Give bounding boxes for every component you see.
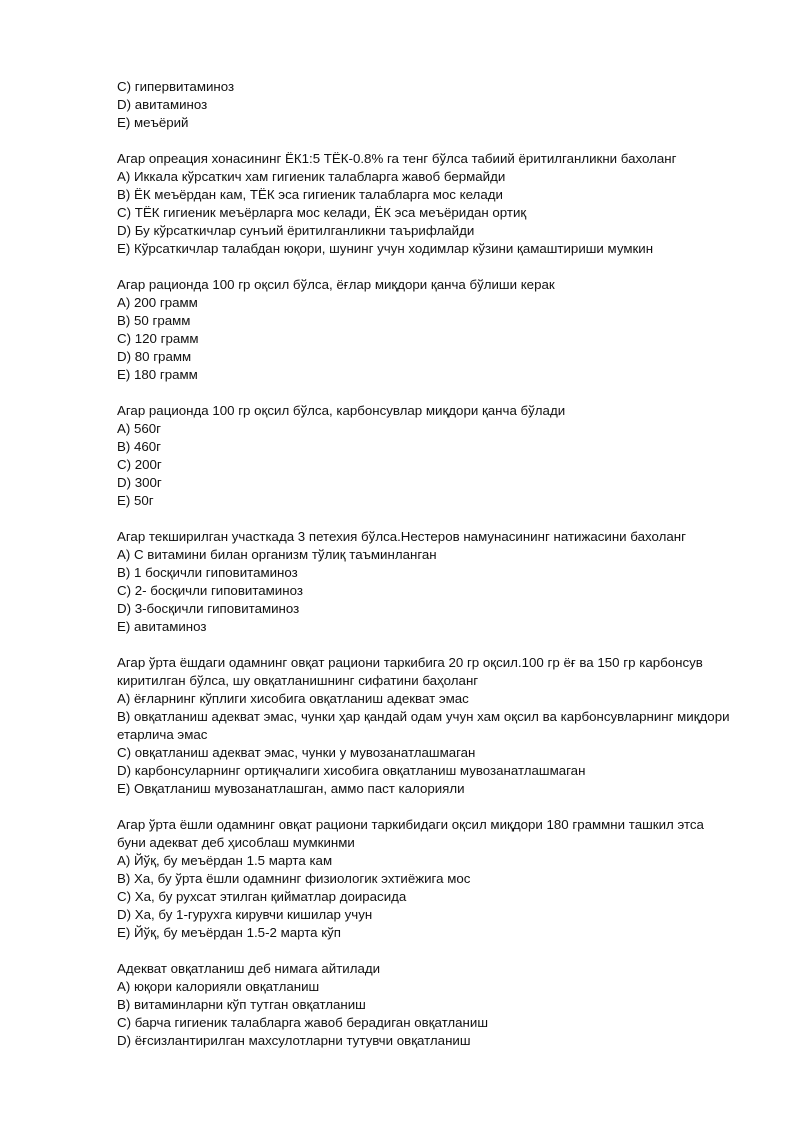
question-block-1 [117, 150, 757, 258]
option-d: D) 80 грамм [117, 349, 192, 364]
option-e: E) меъёрий [117, 115, 189, 130]
option-e: E) 180 грамм [117, 367, 198, 382]
option-e: E) Йўқ, бу меъёрдан 1.5-2 марта кўп [117, 925, 341, 940]
question-text: Агар опреация хонасининг ЁК1:5 ТЁК-0.8% га тенг бўлса табиий ёритилганликни бахоланг [117, 151, 677, 166]
option-d: D) Бу кўрсаткичлар сунъий ёритилганликни таърифлайди [117, 223, 475, 238]
option-e: E) авитаминоз [117, 619, 207, 634]
option-d: D) ёғсизлантирилган махсулотларни тутувчи овқатланиш [117, 1033, 471, 1048]
question-text-line: Агар ўрта ёшдаги одамнинг овқат рациони таркибига 20 гр оқсил.100 гр ёғ ва 150 гр карбонсув [117, 655, 703, 670]
question-text: Агар рационда 100 гр оқсил бўлса, ёғлар миқдори қанча бўлиши керак [117, 277, 555, 292]
option-a: A) Йўқ, бу меъёрдан 1.5 марта кам [117, 853, 333, 868]
option-d: D) авитаминоз [117, 97, 208, 112]
question-block-7 [117, 960, 757, 1050]
option-e: E) Овқатланиш мувозанатлашган, аммо паст калорияли [117, 781, 465, 796]
option-b: B) витаминларни кўп тутган овқатланиш [117, 997, 366, 1012]
intro-options-block [117, 78, 757, 132]
option-b: B) ЁК меъёрдан кам, ТЁК эса гигиеник талабларга мос келади [117, 187, 503, 202]
question-block-2 [117, 276, 757, 384]
option-d: D) 300г [117, 475, 162, 490]
option-c: C) овқатланиш адекват эмас, чунки у мувозанатлашмаган [117, 745, 476, 760]
question-block-5 [117, 654, 757, 798]
question-text-line: киритилган бўлса, шу овқатланишнинг сифатини баҳоланг [117, 673, 479, 688]
option-b: B) овқатланиш адекват эмас, чунки ҳар қандай одам учун хам оқсил ва карбонсувларнинг миқдори [117, 709, 730, 724]
option-b: B) 460г [117, 439, 162, 454]
question-text-line: Агар ўрта ёшли одамнинг овқат рациони таркибидаги оқсил миқдори 180 граммни ташкил этса [117, 817, 704, 832]
option-a: A) 200 грамм [117, 295, 198, 310]
option-d: D) Ха, бу 1-гурухга кирувчи кишилар учун [117, 907, 373, 922]
option-a: A) Иккала кўрсаткич хам гигиеник талабларга жавоб бермайди [117, 169, 506, 184]
option-b: B) Ха, бу ўрта ёшли одамнинг физиологик эхтиёжига мос [117, 871, 471, 886]
option-b: B) 1 босқичли гиповитаминоз [117, 565, 298, 580]
option-a: A) С витамини билан организм тўлиқ таъминланган [117, 547, 437, 562]
question-text-line: буни адекват деб ҳисоблаш мумкинми [117, 835, 355, 850]
question-block-4 [117, 528, 757, 636]
option-c: C) гипервитаминоз [117, 79, 235, 94]
option-a: A) ёғларнинг кўплиги хисобига овқатланиш адекват эмас [117, 691, 469, 706]
option-c: C) Ха, бу рухсат этилган қийматлар доирасида [117, 889, 407, 904]
question-text: Адекват овқатланиш деб нимага айтилади [117, 961, 381, 976]
question-block-6 [117, 816, 757, 942]
option-c: C) ТЁК гигиеник меъёрларга мос келади, ЁК эса меъёридан ортиқ [117, 205, 527, 220]
option-c: C) 120 грамм [117, 331, 199, 346]
option-c: C) барча гигиеник талабларга жавоб берадиган овқатланиш [117, 1015, 488, 1030]
option-a: A) юқори калорияли овқатланиш [117, 979, 320, 994]
option-b-continuation: етарлича эмас [117, 727, 208, 742]
option-c: C) 2- босқичли гиповитаминоз [117, 583, 303, 598]
option-b: B) 50 грамм [117, 313, 191, 328]
option-e: E) Кўрсаткичлар талабдан юқори, шунинг учун ходимлар кўзини қамаштириши мумкин [117, 241, 654, 256]
question-text: Агар текширилган участкада 3 петехия бўлса.Нестеров намунасининг натижасини бахоланг [117, 529, 686, 544]
option-e: E) 50г [117, 493, 154, 508]
option-c: C) 200г [117, 457, 162, 472]
question-text: Агар рационда 100 гр оқсил бўлса, карбонсувлар миқдори қанча бўлади [117, 403, 566, 418]
option-d: D) 3-босқичли гиповитаминоз [117, 601, 300, 616]
question-block-3 [117, 402, 757, 510]
option-a: A) 560г [117, 421, 162, 436]
option-d: D) карбонсуларнинг ортиқчалиги хисобига овқатланиш мувозанатлашмаган [117, 763, 586, 778]
document-page [117, 78, 757, 1068]
